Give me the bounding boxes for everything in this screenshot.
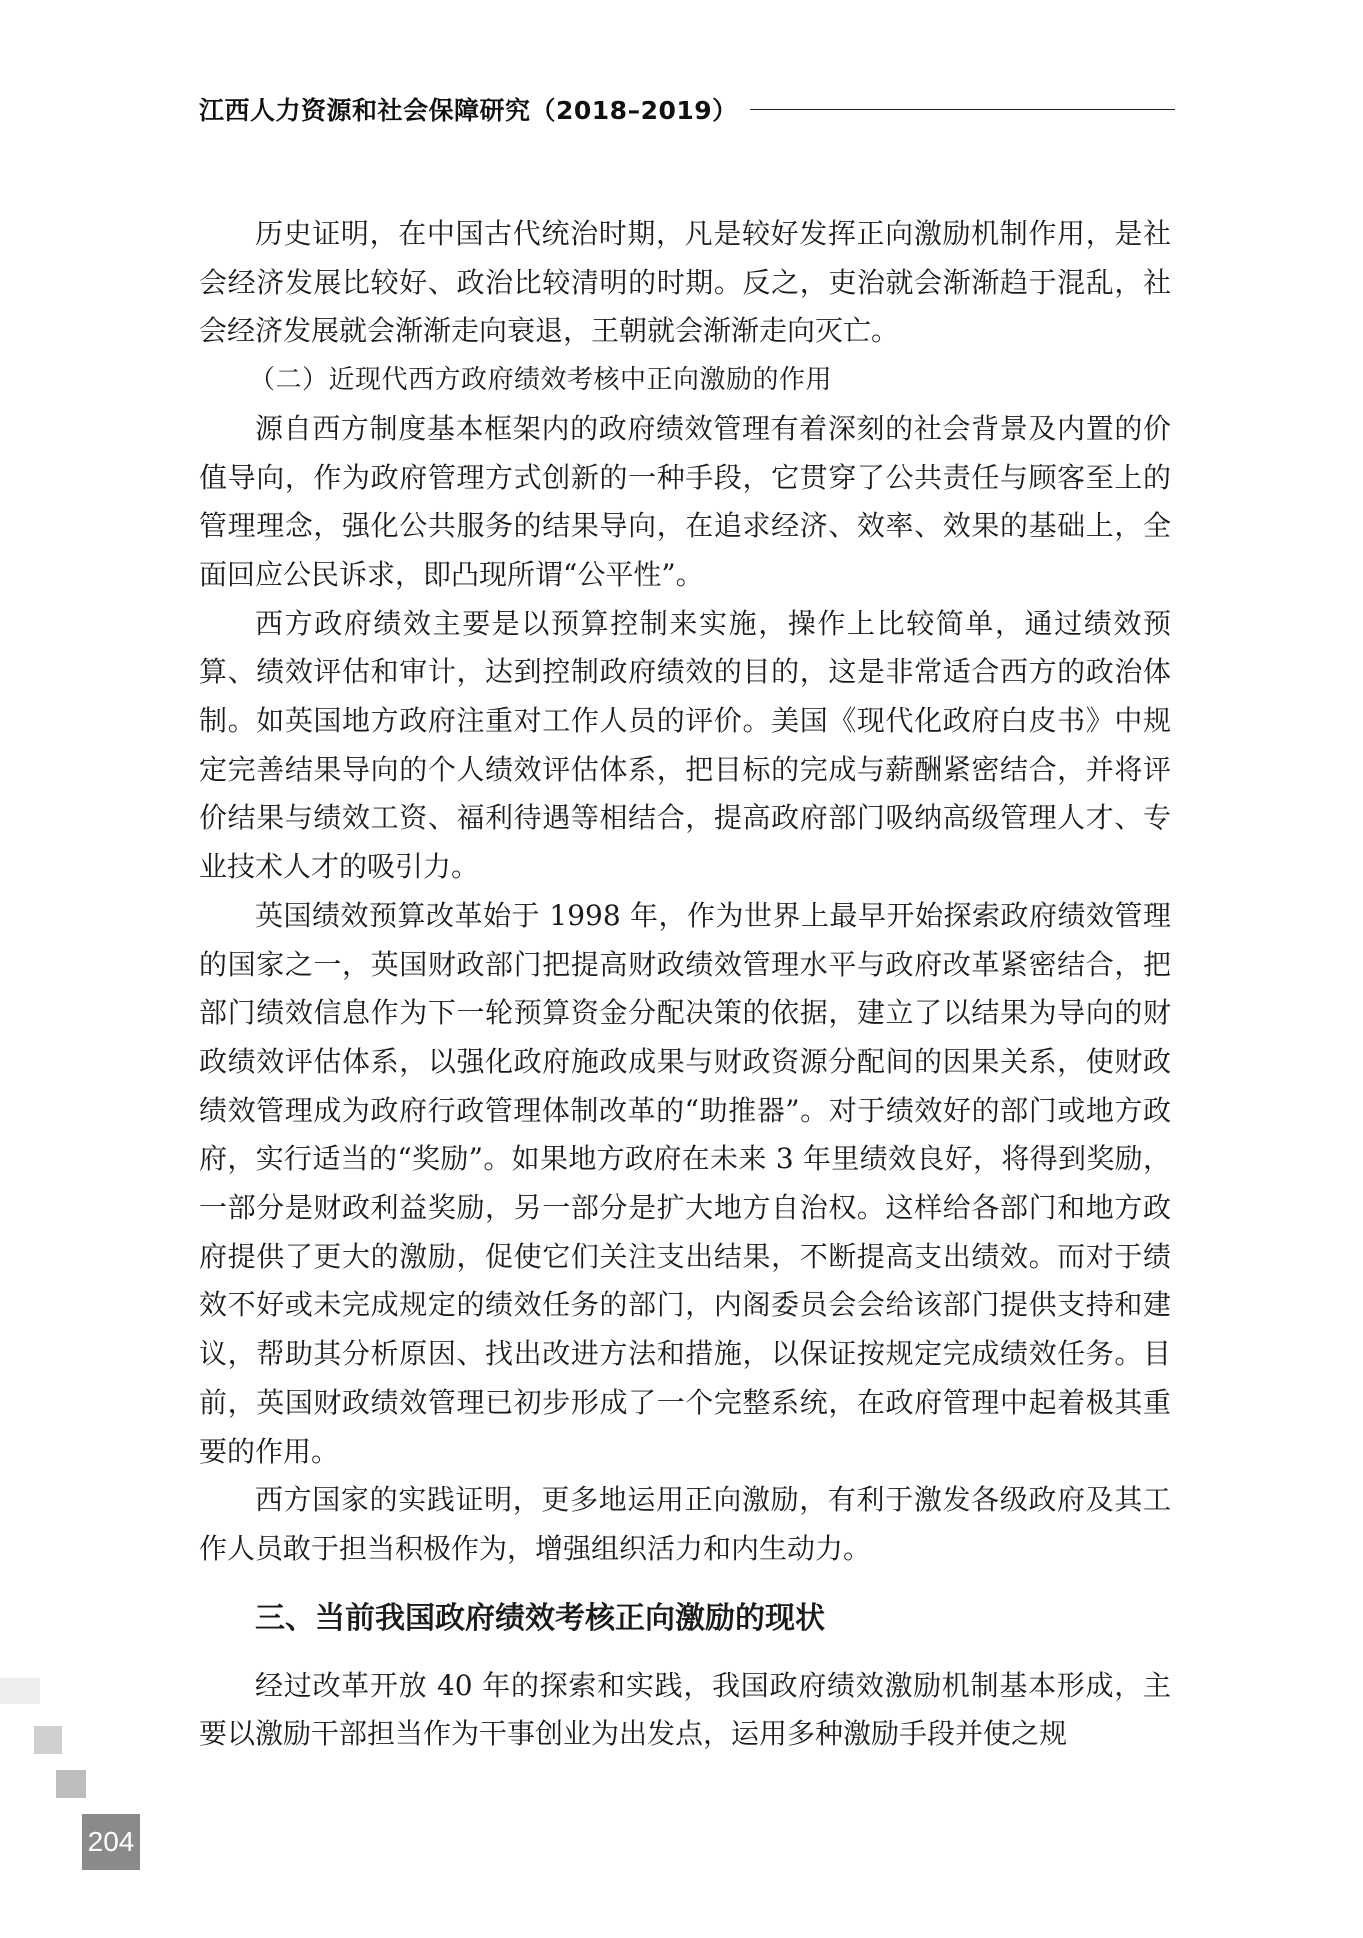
subsection-heading: （二）近现代西方政府绩效考核中正向激励的作用	[249, 365, 833, 396]
paragraph: 西方国家的实践证明，更多地运用正向激励，有利于激发各级政府及其工作人员敢于担当积极作为，增强组织活力和内生动力。	[199, 1483, 1171, 1565]
paragraph: 历史证明，在中国古代统治时期，凡是较好发挥正向激励机制作用，是社会经济发展比较好、政治比较清明的时期。反之，吏治就会渐渐趋于混乱，社会经济发展就会渐渐走向衰退，王朝就会渐渐走向灭亡。	[199, 217, 1171, 348]
decorative-square	[0, 1678, 40, 1704]
section-heading: 三、当前我国政府绩效考核正向激励的现状	[255, 1600, 825, 1636]
header-rule	[750, 109, 1175, 110]
page-number: 204	[82, 1814, 140, 1870]
paragraph: 英国绩效预算改革始于 1998 年，作为世界上最早开始探索政府绩效管理的国家之一，英国财政部门把提高财政绩效管理水平与政府改革紧密结合，把部门绩效信息作为下一轮预算资金分配决策的依据，建立了以结果为导向的财政绩效评估体系，以强化政府施政成果与财政资源分配间的因果关系，使财政绩效管理成为政府行政管理体制改革的“助推器”。对于绩效好的部门或地方政府，实行适当的“奖励”。如果地方政府在未来 3 年里绩效良好，将得到奖励，一部分是财政利益奖励，另一部分是扩大地方自治权。这样给各部门和地方政府提供了更大的激励，促使它们关注支出结果，不断提高支出绩效。而对于绩效不好或未完成规定的绩效任务的部门，内阁委员会会给该部门提供支持和建议，帮助其分析原因、找出改进方法和措施，以保证按规定完成绩效任务。目前，英国财政绩效管理已初步形成了一个完整系统，在政府管理中起着极其重要的作用。	[199, 898, 1171, 1468]
running-header	[199, 92, 1175, 126]
book-title: 江西人力资源和社会保障研究（2018–2019）	[199, 96, 738, 125]
page-body	[199, 210, 1171, 1759]
paragraph: 源自西方制度基本框架内的政府绩效管理有着深刻的社会背景及内置的价值导向，作为政府管理方式创新的一种手段，它贯穿了公共责任与顾客至上的管理理念，强化公共服务的结果导向，在追求经济、效率、效果的基础上，全面回应公民诉求，即凸现所谓“公平性”。	[199, 411, 1171, 591]
decorative-square	[34, 1726, 62, 1754]
paragraph: 西方政府绩效主要是以预算控制来实施，操作上比较简单，通过绩效预算、绩效评估和审计，达到控制政府绩效的目的，这是非常适合西方的政治体制。如英国地方政府注重对工作人员的评价。美国《现代化政府白皮书》中规定完善结果导向的个人绩效评估体系，把目标的完成与薪酬紧密结合，并将评价结果与绩效工资、福利待遇等相结合，提高政府部门吸纳高级管理人才、专业技术人才的吸引力。	[199, 606, 1171, 884]
decorative-square	[56, 1770, 86, 1798]
paragraph: 经过改革开放 40 年的探索和实践，我国政府绩效激励机制基本形成，主要以激励干部担当作为干事创业为出发点，运用多种激励手段并使之规	[199, 1668, 1171, 1751]
